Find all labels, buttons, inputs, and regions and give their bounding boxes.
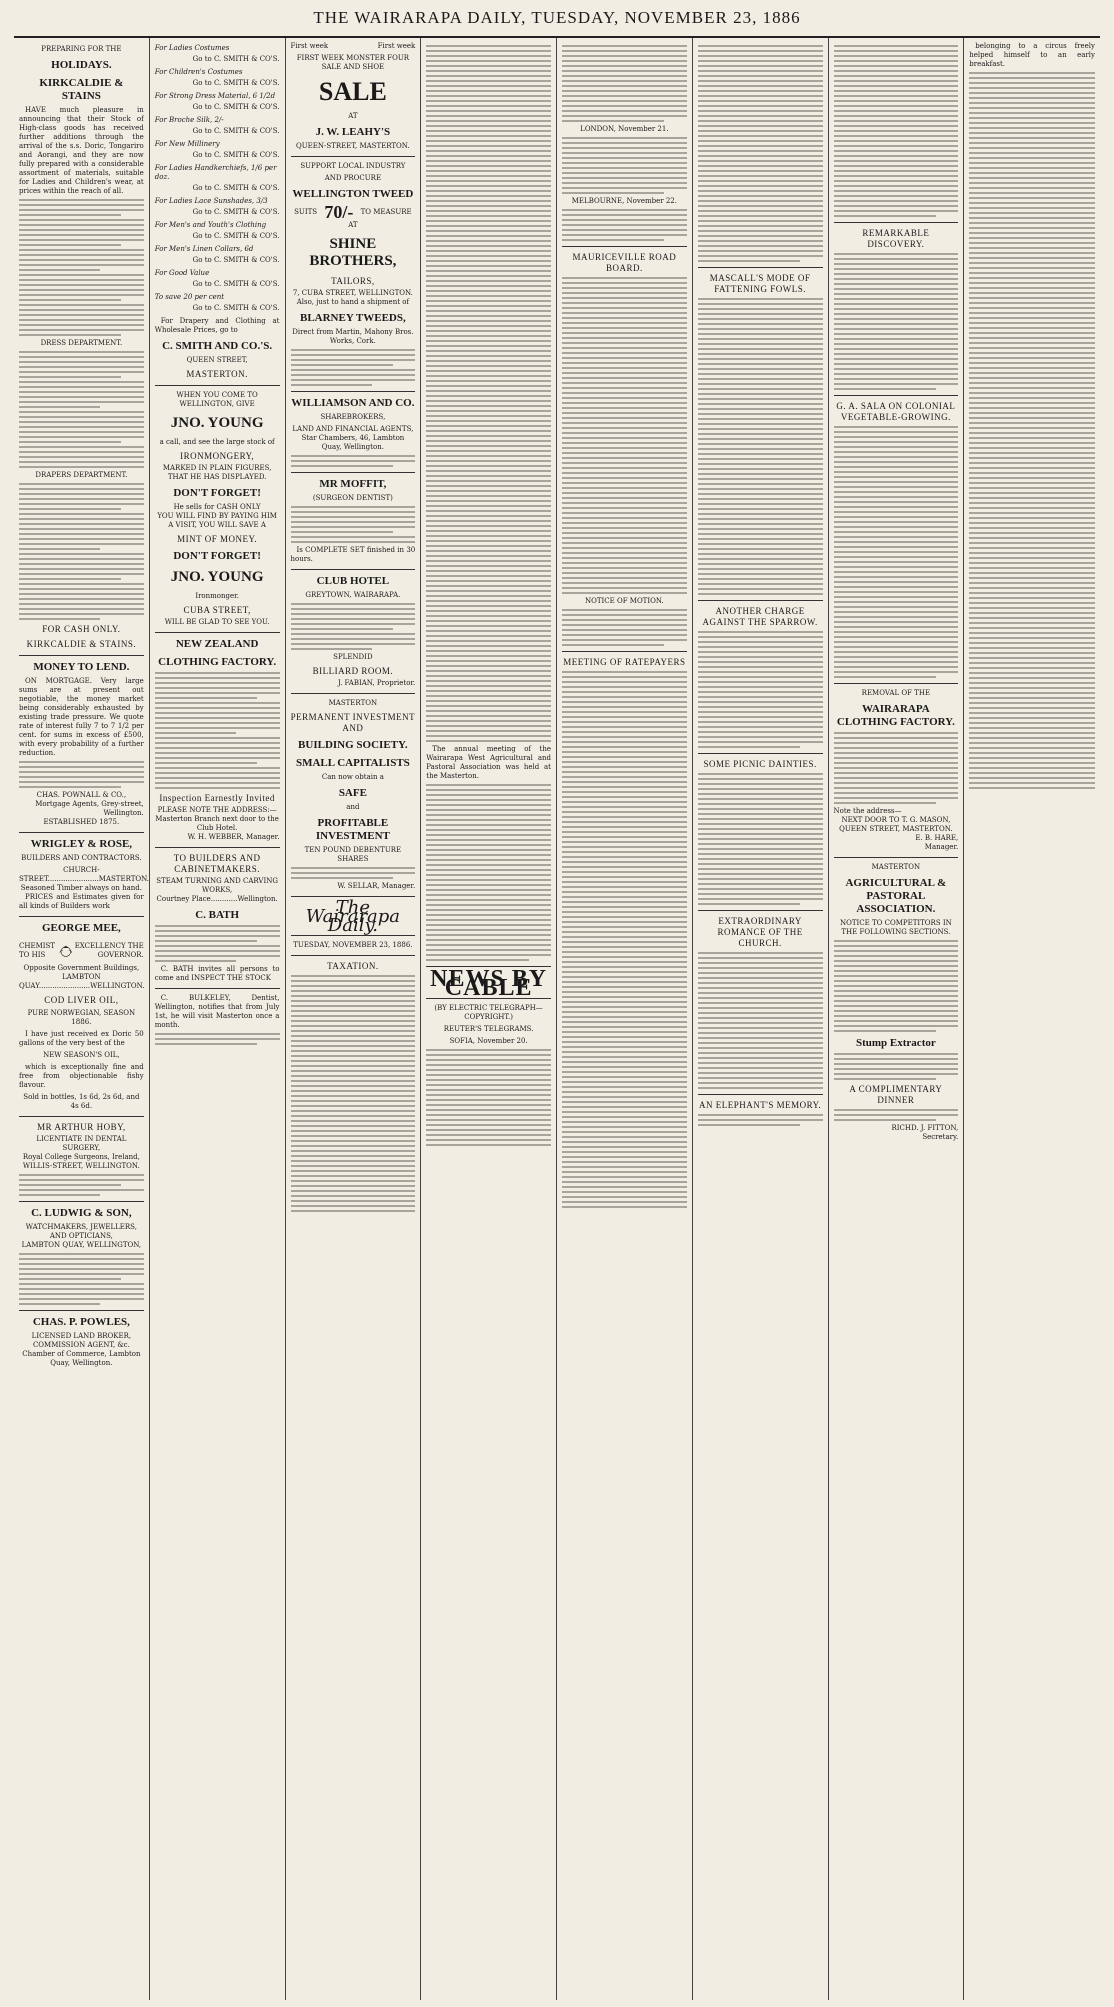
safe: SAFE [338, 787, 367, 799]
melbourne-date: MELBOURNE, November 22. [571, 197, 677, 205]
dress-body-text [19, 351, 144, 468]
next-door: NEXT DOOR TO T. G. MASON, [841, 816, 951, 824]
pownall-name: CHAS. POWNALL & CO., [36, 791, 127, 799]
powles-role: LICENSED LAND BROKER, COMMISSION AGENT, &c. [31, 1332, 132, 1349]
moffit-body-text [291, 506, 416, 543]
ten-pound-shares: TEN POUND DEBENTURE SHARES [304, 846, 402, 863]
bulkeley-body-text [155, 1033, 280, 1045]
youths-clothing: For Men's and Youth's Clothing [154, 221, 267, 229]
cable-body-text [426, 1049, 551, 1146]
column-8 [964, 38, 1100, 2000]
find-saving: YOU WILL FIND BY PAYING HIM A VISIT, YOU WILL SAVE A [157, 512, 277, 529]
tailors: TAILORS, [331, 276, 375, 286]
column-4 [421, 38, 557, 2000]
cod-body: I have just received ex Doric 50 gallons of the very best of the [19, 1030, 144, 1047]
steam-turning: STEAM TURNING AND CARVING WORKS, [156, 877, 278, 894]
agri-association: AGRICULTURAL & PASTORAL ASSOCIATION. [845, 877, 947, 915]
to-measure: TO MEASURE [360, 208, 412, 216]
direct-from: Direct from Martin, Mahony Bros. Works, Cork. [292, 328, 414, 345]
dress-department: DRESS DEPARTMENT. [40, 339, 123, 347]
daily-date: TUESDAY, NOVEMBER 23, 1886. [293, 941, 413, 949]
young-title: JNO. YOUNG [170, 415, 264, 431]
leahy-place: QUEEN-STREET, MASTERTON. [296, 142, 410, 150]
pownall-role: Mortgage Agents, Grey-street, Wellington. [35, 800, 144, 817]
society-body-text [291, 867, 416, 879]
nz-body-text [155, 672, 280, 789]
col7-top-text [834, 45, 959, 217]
sellar-manager: W. SELLAR, Manager. [337, 882, 416, 890]
masthead [14, 0, 1100, 38]
notice-of-motion: NOTICE OF MOTION. [584, 597, 664, 605]
removal-text [834, 732, 959, 804]
london-text [562, 137, 687, 194]
removal-kicker: REMOVAL OF THE [861, 689, 931, 697]
goto-smith-11: Go to C. SMITH & CO'S. [192, 304, 280, 312]
cuba-street: CUBA STREET, [183, 605, 251, 615]
column-6 [693, 38, 829, 2000]
land-agents: LAND AND FINANCIAL AGENTS, [292, 425, 414, 433]
remarkable-text [834, 253, 959, 390]
moffit-title: MR MOFFIT, [319, 478, 387, 490]
kirkcaldie-footer: KIRKCALDIE & STAINS. [26, 639, 137, 649]
surgeon-dentist: (SURGEON DENTIST) [312, 494, 393, 502]
please-note: PLEASE NOTE THE ADDRESS:— [157, 806, 277, 814]
royal-crest-icon [58, 940, 74, 962]
column-1 [14, 38, 150, 2000]
reuter-telegrams: REUTER'S TELEGRAMS. [443, 1025, 534, 1033]
ludwig-role: WATCHMAKERS, JEWELLERS, AND OPTICIANS, [25, 1223, 137, 1240]
queen-masterton: QUEEN STREET, MASTERTON. [839, 825, 953, 833]
powles-place: Chamber of Commerce, Lambton Quay, Wellington. [22, 1350, 141, 1367]
ironmongery: IRONMONGERY, [180, 451, 255, 461]
strong-dress: For Strong Dress Material, 6 1/2d [154, 92, 276, 100]
drapers-body-text [19, 483, 144, 620]
handkerchiefs: For Ladies Handkerchiefs, 1/6 per doz. [154, 164, 277, 181]
cable-kicker: (BY ELECTRIC TELEGRAPH—COPYRIGHT.) [434, 1004, 543, 1021]
billiard-room: BILLIARD ROOM. [312, 666, 394, 676]
money-body: ON MORTGAGE. Very large sums are at present out negotiable, the money market being considerably exhausted by existing trade pressure. We quote rate of interest fully 7 to 7 1/2 per cent. for sums in excess of £500, with every probability of a further reduction. [19, 677, 144, 757]
club-greytown: GREYTOWN, WAIRARAPA. [305, 591, 401, 599]
mint-of-money: MINT OF MONEY. [177, 534, 258, 544]
tweed-at: AT [348, 221, 358, 229]
club-proprietor: J. FABIAN, Proprietor. [337, 679, 416, 687]
building-society: BUILDING SOCIETY. [298, 739, 408, 751]
masthead-title: THE WAIRARAPA DAILY, TUESDAY, NOVEMBER 23, 1886 [313, 8, 801, 27]
stump-text [834, 1053, 959, 1080]
suits-label: SUITS [294, 208, 318, 216]
fitton-role: Secretary. [922, 1133, 959, 1141]
cod-prices: Sold in bottles, 1s 6d, 2s 6d, and 4s 6d. [23, 1093, 140, 1110]
new-millinery: For New Millinery [154, 140, 220, 148]
george-title: GEORGE MEE, [41, 922, 121, 934]
young-title-2: JNO. YOUNG [170, 569, 264, 585]
williamson-body-text [291, 455, 416, 467]
ludwig-place: LAMBTON QUAY, WELLINGTON, [21, 1241, 142, 1249]
kirkcaldie-title: KIRKCALDIE & STAINS [39, 77, 124, 102]
nz-title: NEW ZEALAND [175, 638, 259, 650]
smith-title: C. SMITH AND CO.'S. [162, 340, 273, 352]
bath-body-text [155, 925, 280, 962]
profitable-investment: PROFITABLE INVESTMENT [315, 817, 390, 842]
columns [14, 38, 1100, 2000]
tweed-price: 70/- [324, 202, 354, 222]
wellington-tweed: WELLINGTON TWEED [292, 188, 414, 200]
just-to-hand: Also, just to hand a shipment of [296, 298, 410, 306]
powles-title: CHAS. P. POWLES, [32, 1316, 130, 1328]
inspection-invited: Inspection Earnestly Invited [159, 793, 275, 803]
column-5 [557, 38, 693, 2000]
goto-smith-5: Go to C. SMITH & CO'S. [192, 151, 280, 159]
sharebrokers: SHAREBROKERS, [320, 413, 386, 421]
notice-competitors: NOTICE TO COMPETITORS IN THE FOLLOWING SECTIONS. [840, 919, 952, 936]
drapers-department: DRAPERS DEPARTMENT. [35, 471, 128, 479]
builders-title: TO BUILDERS AND CABINETMAKERS. [173, 853, 261, 874]
picnic-title: SOME PICNIC DAINTIES. [703, 759, 817, 769]
cod-title: COD LIVER OIL, [44, 995, 119, 1005]
marked-figures: MARKED IN PLAIN FIGURES, THAT HE HAS DISPLAYED. [162, 464, 272, 481]
taxation-cont: The annual meeting of the Wairarapa West Agricultural and Pastoral Association was held at the Masterton. [426, 745, 551, 780]
london-date: LONDON, November 21. [580, 125, 669, 133]
money-body-text [19, 761, 144, 788]
moffit-note: Is COMPLETE SET finished in 30 hours. [290, 546, 416, 563]
goto-smith-3: Go to C. SMITH & CO'S. [192, 103, 280, 111]
goto-smith-1: Go to C. SMITH & CO'S. [192, 55, 280, 63]
fitton-name: RICHD. J. FITTON, [891, 1124, 959, 1132]
holidays-kicker: PREPARING FOR THE [41, 45, 122, 53]
wairarapa-factory: WAIRARAPA CLOTHING FACTORY. [836, 703, 955, 728]
kirkcaldie-intro: HAVE much pleasure in announcing that their Stock of High-class goods has received further additions through the arrival of the s.s. Doric, Tongariro and Aorangi, and they are now fully prepared with a considerable assortment of materials, suitable for Ladies and Children's wear, at prices within the reach of all. [19, 106, 144, 195]
goto-smith-4: Go to C. SMITH & CO'S. [192, 127, 280, 135]
complimentary-dinner: A COMPLIMENTARY DINNER [849, 1084, 943, 1105]
sala-title: G. A. SALA ON COLONIAL VEGETABLE-GROWING. [836, 401, 956, 422]
column-7 [829, 38, 965, 2000]
lace-sunshades: For Ladies Lace Sunshades, 3/3 [154, 197, 268, 205]
hare-role: Manager. [924, 843, 959, 851]
hare-name: E. B. HARE, [915, 834, 959, 842]
george-place: LAMBTON QUAY.......................WELLINGTON. [19, 973, 145, 990]
smith-queen-street: QUEEN STREET, [186, 356, 248, 364]
note-address: Note the address— [833, 807, 902, 815]
masterton-branch: Masterton Branch next door to the Club Hotel. [155, 815, 279, 832]
can-now-obtain: Can now obtain a [321, 773, 384, 781]
notice-text [562, 609, 687, 646]
column-2 [150, 38, 286, 2000]
circus-note: belonging to a circus freely helped himself to an early breakfast. [969, 42, 1095, 68]
sofia-date: SOFIA, November 20. [449, 1037, 528, 1045]
ironmonger: Ironmonger. [195, 592, 239, 600]
sala-text [834, 426, 959, 678]
mauriceville-title: MAURICEVILLE ROAD BOARD. [572, 252, 677, 273]
col4-upper-text [426, 45, 551, 742]
tweed-body-text [291, 349, 416, 386]
elephant-text [698, 1114, 823, 1126]
goto-smith-10: Go to C. SMITH & CO'S. [192, 280, 280, 288]
wrigley-sub: BUILDERS AND CONTRACTORS. [21, 854, 142, 862]
sells-cash: He sells for CASH ONLY [173, 503, 261, 511]
broche-silk: For Broche Silk, 2/- [154, 116, 224, 124]
hoby-title: MR ARTHUR HOBY, [37, 1122, 126, 1132]
bath-note: C. BATH invites all persons to come and INSPECT THE STOCK [154, 965, 280, 982]
hoby-college: Royal College Surgeons, Ireland, [22, 1153, 140, 1161]
dont-forget-1: DON'T FORGET! [173, 487, 261, 499]
monster-sale-line: FIRST WEEK MONSTER FOUR SALE AND SHOE [296, 54, 410, 71]
agri-text [834, 940, 959, 1032]
linen-collars: For Men's Linen Collars, 6d [154, 245, 254, 253]
young-sub: a call, and see the large stock of [159, 438, 275, 446]
bulkeley-note: C. BULKELEY, Dentist, Wellington, notifies that from July 1st, he will visit Masterton once a month. [154, 994, 280, 1029]
bath-title: C. BATH [195, 909, 240, 921]
stump-extractor: Stump Extractor [856, 1037, 936, 1049]
column-3 [286, 38, 422, 2000]
goto-smith-6: Go to C. SMITH & CO'S. [192, 184, 280, 192]
extraordinary-title: EXTRAORDINARY ROMANCE OF THE CHURCH. [717, 916, 803, 948]
glad-to-see: WILL BE GLAD TO SEE YOU. [164, 618, 270, 626]
splendid: SPLENDID [333, 653, 373, 661]
blarney-tweeds: BLARNEY TWEEDS, [299, 312, 406, 324]
col6-top-text [698, 45, 823, 262]
taxation-title: TAXATION. [327, 961, 379, 971]
shine-brothers: SHINE BROTHERS, [309, 236, 397, 269]
club-body-text [291, 603, 416, 650]
sale-word: SALE [318, 77, 387, 106]
picnic-text [698, 773, 823, 905]
prices-note: PRICES and Estimates given for all kinds of Builders work [19, 893, 144, 910]
permanent-investment: PERMANENT INVESTMENT AND [290, 712, 416, 733]
col8-text [969, 72, 1095, 789]
goto-smith-2: Go to C. SMITH & CO'S. [192, 79, 280, 87]
star-chambers: Star Chambers, 46, Lambton Quay, Wellington. [301, 434, 405, 451]
news-by-cable: NEWS BY CABLE [430, 966, 548, 1001]
mascall-text [698, 298, 823, 595]
ludwig-title: C. LUDWIG & SON, [31, 1207, 132, 1219]
george-chemist: CHEMIST TO HIS [19, 942, 55, 959]
leahy-name: J. W. LEAHY'S [315, 126, 391, 138]
mauriceville-text [562, 277, 687, 594]
col4-mid-text [426, 784, 551, 961]
club-hotel: CLUB HOTEL [316, 575, 390, 587]
george-excellency: EXCELLENCY THE GOVERNOR. [74, 942, 144, 959]
seasoned-timber: Seasoned Timber always on hand. [20, 884, 142, 892]
small-capitalists: SMALL CAPITALISTS [295, 757, 410, 769]
save-percent: To save 20 per cent [154, 293, 225, 301]
meeting-text [562, 671, 687, 1208]
ludwig-body-text [19, 1253, 144, 1305]
hoby-place: WILLIS-STREET, WELLINGTON. [22, 1162, 140, 1170]
support-local: SUPPORT LOCAL INDUSTRY [300, 162, 406, 170]
wrigley-title: WRIGLEY & ROSE, [30, 838, 133, 850]
established: ESTABLISHED 1875. [43, 818, 120, 826]
elephant-title: AN ELEPHANT'S MEMORY. [699, 1100, 822, 1110]
remarkable-title: REMARKABLE DISCOVERY. [862, 228, 930, 249]
courtney-place: Courtney Place............Wellington. [156, 895, 278, 903]
taxation-body-text [291, 975, 416, 1212]
sale-at: AT [348, 112, 358, 120]
drapery-clothing: For Drapery and Clothing at Wholesale Prices, go to [154, 317, 280, 334]
goto-smith-7: Go to C. SMITH & CO'S. [192, 208, 280, 216]
new-season: NEW SEASON'S OIL, [43, 1051, 120, 1059]
george-opposite: Opposite Government Buildings, [23, 964, 140, 972]
holidays-title: HOLIDAYS. [51, 59, 112, 71]
goto-smith-9: Go to C. SMITH & CO'S. [192, 256, 280, 264]
daily-title: The Wairarapa Daily. [305, 897, 401, 936]
another-charge: ANOTHER CHARGE AGAINST THE SPARROW. [702, 606, 818, 627]
extraordinary-text [698, 952, 823, 1089]
smith-masterton: MASTERTON. [186, 369, 248, 379]
clothing-factory: CLOTHING FACTORY. [158, 656, 277, 668]
goto-smith-8: Go to C. SMITH & CO'S. [192, 232, 280, 240]
cash-only: FOR CASH ONLY. [42, 624, 121, 634]
money-title: MONEY TO LEND. [33, 661, 130, 673]
sparrow-text [698, 631, 823, 748]
cod-sub: PURE NORWEGIAN, SEASON 1886. [27, 1009, 136, 1026]
good-value: For Good Value [154, 269, 210, 277]
cod-note: which is exceptionally fine and free from objectionable fishy flavour. [19, 1063, 144, 1089]
kirkcaldie-body-text [19, 199, 144, 336]
and-procure: AND PROCURE [324, 174, 382, 182]
when-you-come: WHEN YOU COME TO WELLINGTON, GIVE [176, 391, 258, 408]
permanent-masterton: MASTERTON [328, 699, 378, 707]
hoby-role: LICENTIATE IN DENTAL SURGERY, [36, 1135, 127, 1152]
children-costumes: For Children's Costumes [154, 68, 243, 76]
ladies-costumes: For Ladies Costumes [154, 44, 230, 52]
webber-manager: W. H. WEBBER, Manager. [187, 833, 280, 841]
mascall-title: MASCALL'S MODE OF FATTENING FOWLS. [709, 273, 811, 294]
wrigley-place: CHURCH-STREET.......................MASTERTON. [19, 866, 150, 883]
cuba-address: 7, CUBA STREET, WELLINGTON. [292, 289, 413, 297]
safe-and: and [346, 803, 360, 811]
agri-masterton: MASTERTON [871, 863, 921, 871]
first-week-row: First week First week [290, 42, 416, 50]
williamson-title: WILLIAMSON AND CO. [291, 397, 415, 409]
hoby-body-text [19, 1174, 144, 1196]
col5-top-text [562, 45, 687, 122]
dont-forget-2: DON'T FORGET! [173, 550, 261, 562]
melbourne-text [562, 209, 687, 241]
meeting-ratepayers: MEETING OF RATEPAYERS [563, 657, 686, 667]
dinner-text [834, 1109, 959, 1121]
